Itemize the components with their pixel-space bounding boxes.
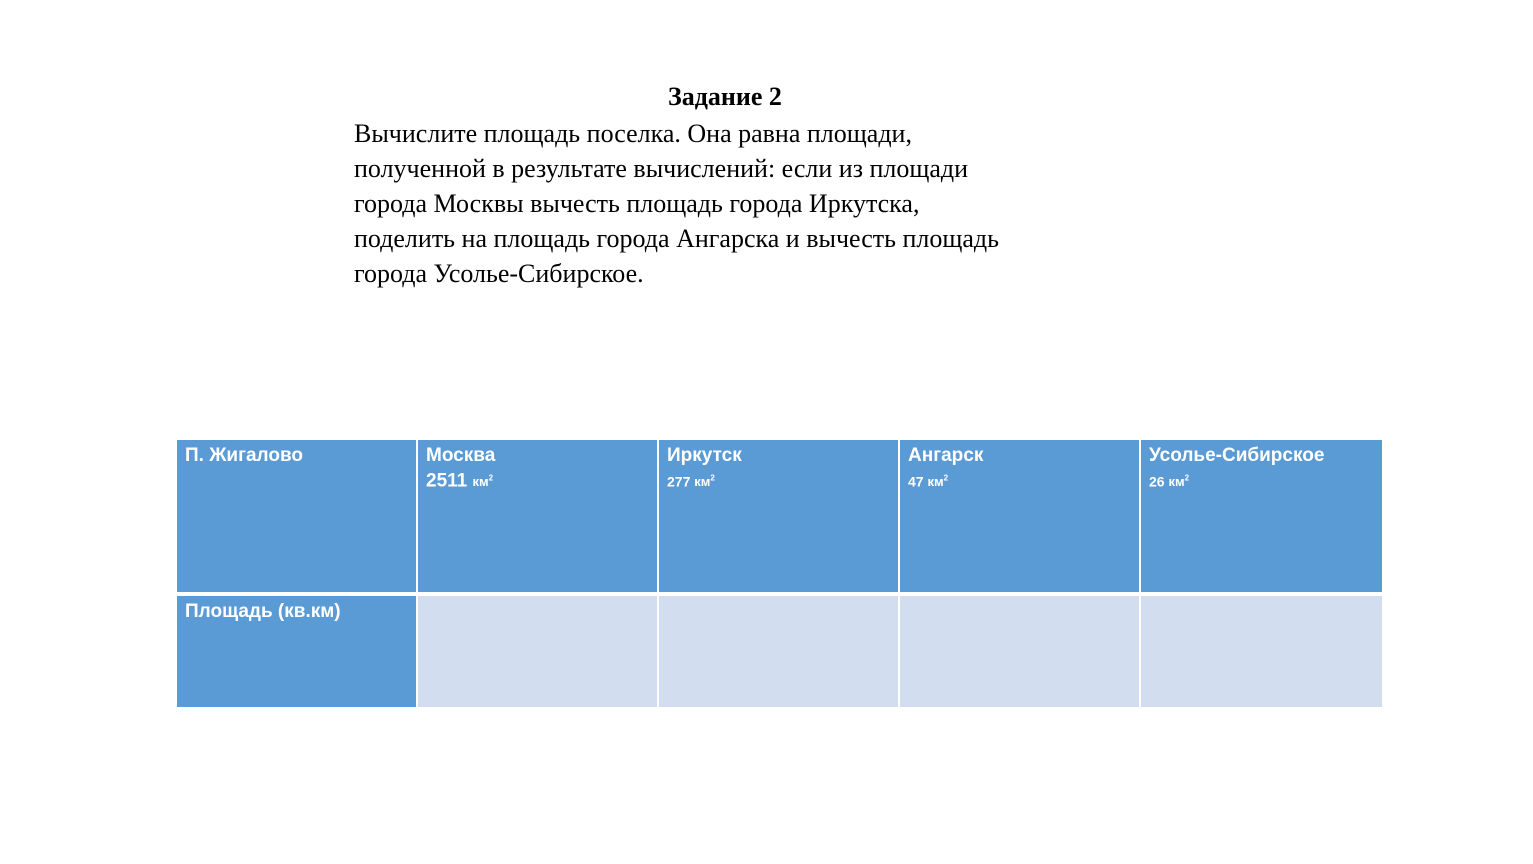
- city-name: Москва: [426, 445, 496, 466]
- settlement-name: П. Жигалово: [185, 445, 304, 466]
- city-name: Иркутск: [667, 445, 742, 466]
- table-header-usolye: [1141, 440, 1382, 592]
- city-area-value: 277: [667, 473, 691, 490]
- area-unit: $км^2$: [694, 474, 715, 490]
- table-header-settlement: [177, 440, 416, 592]
- city-area: [1149, 468, 1374, 493]
- area-unit: $км^2$: [1168, 474, 1190, 490]
- city-area: [908, 468, 1131, 493]
- table-cell-angarsk-area[interactable]: [900, 596, 1139, 707]
- city-area-value: 47: [908, 473, 924, 490]
- table-cell-irkutsk-area[interactable]: [659, 596, 898, 707]
- table-cell-usolye-area[interactable]: [1141, 596, 1382, 707]
- task-title: Задание 2: [668, 82, 782, 111]
- task-text-line: города Москвы вычесть площадь города Иркутска,: [354, 189, 920, 218]
- city-area: [667, 468, 890, 493]
- row-label-area: [177, 596, 416, 707]
- table-cell-moscow-area[interactable]: [418, 596, 657, 707]
- city-name: Усолье-Сибирское: [1149, 445, 1325, 466]
- city-area-value: 26: [1149, 473, 1165, 490]
- table-header-irkutsk: [659, 440, 898, 592]
- city-name: Ангарск: [908, 445, 984, 466]
- task-text-line: полученной в результате вычислений: если из площади: [354, 154, 969, 183]
- city-area: [426, 468, 649, 493]
- task-text-line: поделить на площадь города Ангарска и вычесть площадь: [354, 224, 999, 253]
- table-header-moscow: [418, 440, 657, 592]
- task-text-line: Вычислите площадь поселка. Она равна площади,: [354, 119, 912, 148]
- area-unit: $км^2$: [927, 474, 949, 490]
- area-table: [176, 439, 1379, 710]
- area-unit: $км^2$: [472, 474, 494, 490]
- task-text: [354, 116, 1114, 291]
- city-area-value: 2511: [426, 470, 468, 492]
- row-label-text: Площадь (кв.км): [185, 601, 341, 622]
- task-text-line: города Усолье-Сибирское.: [354, 259, 644, 288]
- table-header-angarsk: [900, 440, 1139, 592]
